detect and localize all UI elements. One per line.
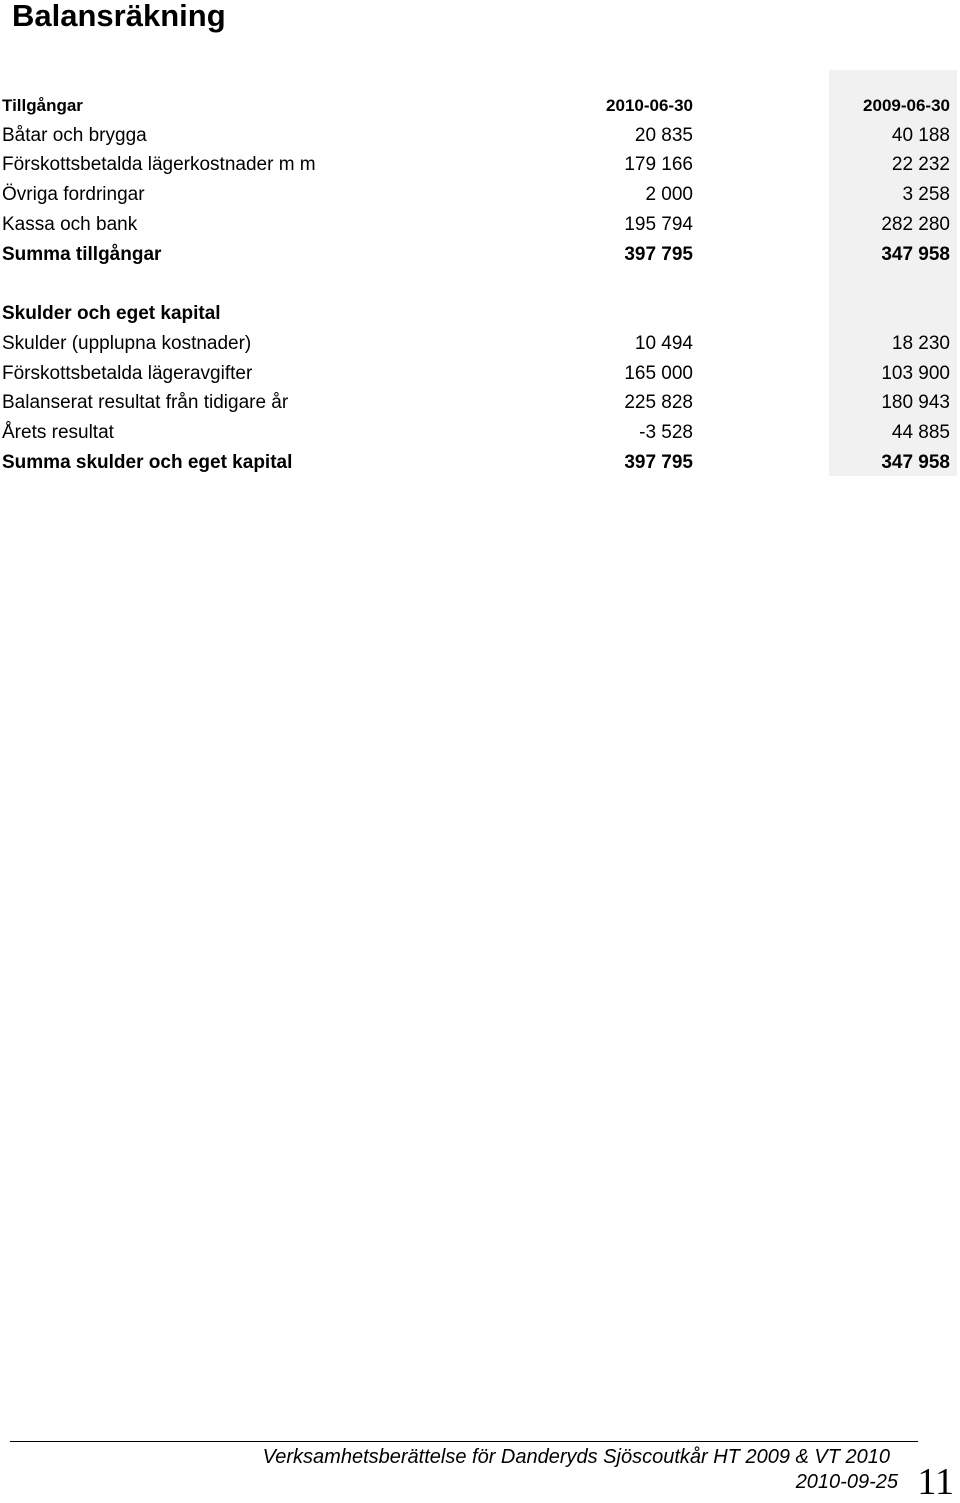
row-value-2009: 3 258: [902, 184, 950, 205]
total-label: Summa skulder och eget kapital: [2, 452, 293, 473]
row-label: Övriga fordringar: [2, 184, 145, 205]
total-value-2010: 397 795: [624, 244, 693, 265]
assets-total-row: [0, 240, 960, 270]
assets-header-row: [0, 91, 960, 121]
table-row: [0, 418, 960, 448]
table-row: [0, 388, 960, 418]
liabilities-header-row: [0, 299, 960, 329]
row-value-2010: 10 494: [634, 333, 693, 354]
column-header-2009: 2009-06-30: [863, 96, 950, 115]
row-label: Balanserat resultat från tidigare år: [2, 392, 289, 413]
row-value-2009: 103 900: [881, 363, 950, 384]
assets-header-label: Tillgångar: [2, 96, 83, 115]
table-row: [0, 210, 960, 240]
row-value-2010: 165 000: [624, 363, 693, 384]
table-row: [0, 329, 960, 359]
row-label: Förskottsbetalda lägeravgifter: [2, 363, 253, 384]
column-header-2010: 2010-06-30: [606, 96, 693, 115]
page-title: Balansräkning: [12, 0, 226, 33]
row-label: Skulder (upplupna kostnader): [2, 333, 252, 354]
row-value-2010: 20 835: [634, 125, 693, 146]
liabilities-total-row: [0, 448, 960, 478]
table-row: [0, 121, 960, 151]
row-value-2010: 225 828: [624, 392, 693, 413]
row-value-2010: -3 528: [639, 422, 693, 443]
row-label: Kassa och bank: [2, 214, 138, 235]
total-value-2009: 347 958: [881, 244, 950, 265]
row-value-2009: 40 188: [891, 125, 950, 146]
footer-text: Verksamhetsberättelse för Danderyds Sjöscoutkår HT 2009 & VT 2010: [262, 1446, 890, 1468]
table-row: [0, 359, 960, 389]
row-value-2009: 180 943: [881, 392, 950, 413]
row-value-2009: 22 232: [891, 154, 950, 175]
total-value-2010: 397 795: [624, 452, 693, 473]
row-label: Förskottsbetalda lägerkostnader m m: [2, 154, 316, 175]
total-label: Summa tillgångar: [2, 244, 162, 265]
row-label: Årets resultat: [2, 422, 114, 443]
row-value-2010: 195 794: [624, 214, 693, 235]
footer-divider: [10, 1441, 918, 1442]
row-value-2010: 179 166: [624, 154, 693, 175]
row-value-2009: 44 885: [891, 422, 950, 443]
footer-date: 2010-09-25: [795, 1471, 898, 1493]
liabilities-header-label: Skulder och eget kapital: [2, 303, 221, 324]
row-value-2009: 282 280: [881, 214, 950, 235]
table-row: [0, 150, 960, 180]
page-number: 11: [917, 1461, 954, 1503]
row-label: Båtar och brygga: [2, 125, 147, 146]
total-value-2009: 347 958: [881, 452, 950, 473]
row-value-2010: 2 000: [645, 184, 693, 205]
table-row: [0, 180, 960, 210]
row-value-2009: 18 230: [891, 333, 950, 354]
